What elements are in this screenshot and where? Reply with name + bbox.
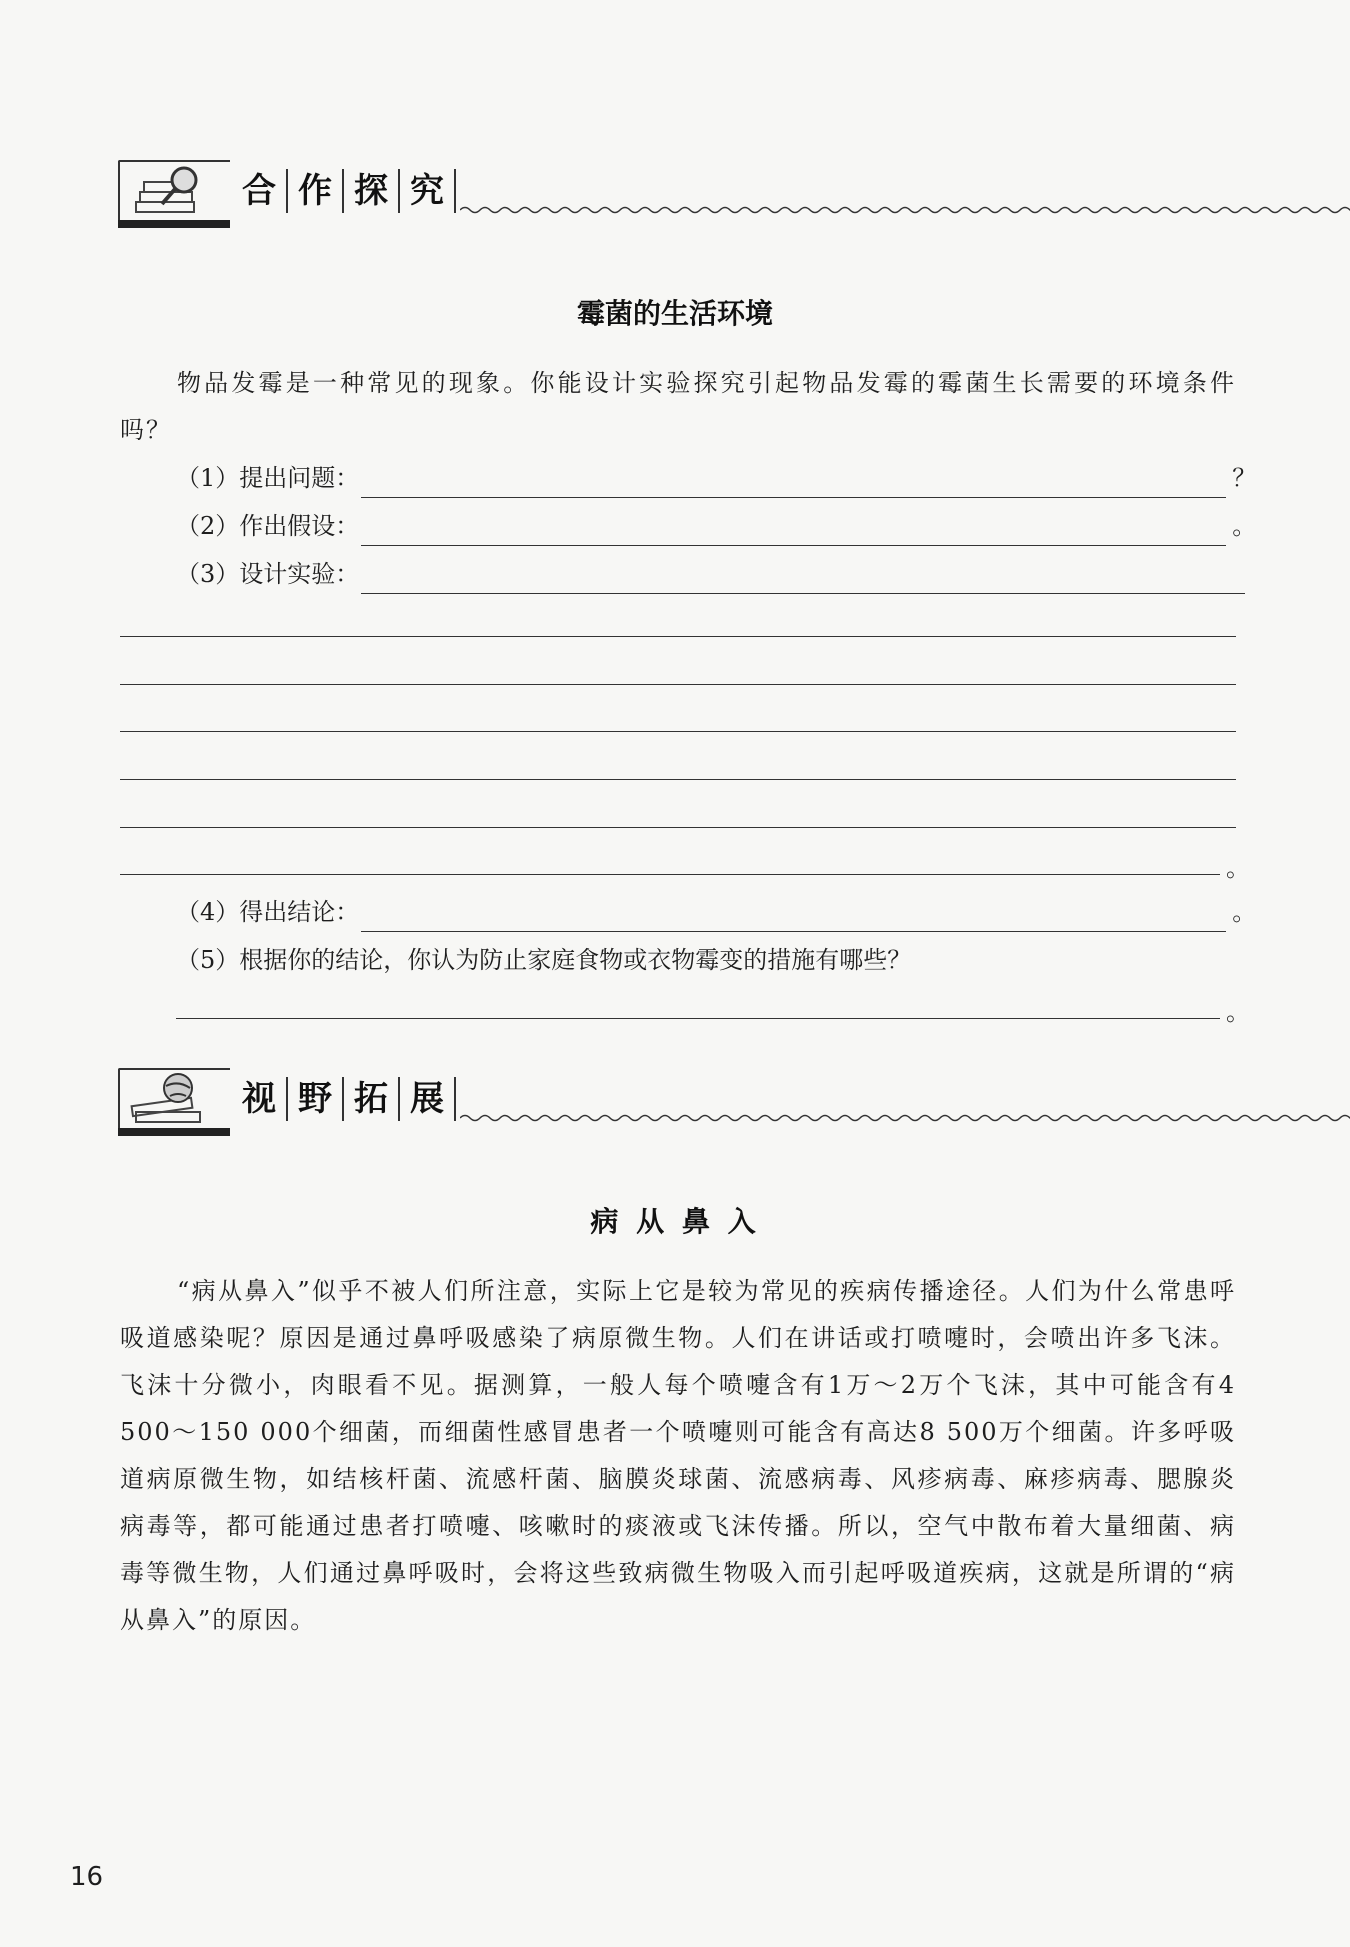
- books-globe-icon: [118, 1066, 228, 1128]
- question-5: （5）根据你的结论，你认为防止家庭食物或衣物霉变的措施有哪些？: [176, 946, 912, 974]
- books-magnifier-icon: [118, 158, 228, 220]
- answer-field-1[interactable]: [361, 467, 1226, 498]
- design-answer-line[interactable]: [120, 779, 1236, 780]
- wavy-divider: [460, 202, 1350, 218]
- section-title-explore: 合 作 探 究: [238, 166, 456, 216]
- textbook-page: 合 作 探 究 霉菌的生活环境 物品发霉是一种常见的现象。你能设计实验探究引起物品发霉的霉菌生长需要的环境条件吗？ （1）提出问题： ？ （2）作出假设： 。 （3）设计实验： 。 （4）得出结论： 。 （5）根据你的结论，你认为防止家庭食物或衣物霉变的措施有哪些？ 。 视 野 拓 展 病 从 鼻 入 “病从鼻入”似乎不被人们所注意，实际上它是较为常见的疾病传播途径。人们为什么常患呼吸道感染呢？原因是通过鼻呼吸感染了病原微生物。人们在讲话或打喷嚏时，会喷出许多飞沫。飞沫十分微小，肉眼看不见。据测算，一般人每个喷嚏含有1万～2万个飞沫，其中可能含有4 500～150 000个细菌，而细菌性感冒患者一个喷嚏则可能含有高达8 500万个细菌。许多呼吸道病原微生物，如结核杆菌、流感杆菌、脑膜炎球菌、流感病毒、风疹病毒、麻疹病毒、腮腺炎病毒等，都可能通过患者打喷嚏、咳嗽时的痰液或飞沫传播。所以，空气中散布着大量细菌、病毒等微生物，人们通过鼻呼吸时，会将这些致病微生物吸入而引起呼吸道疾病，这就是所谓的“病从鼻入”的原因。 16: [0, 0, 1350, 1947]
- question-3: （3）设计实验：: [176, 554, 1245, 594]
- activity-intro: 物品发霉是一种常见的现象。你能设计实验探究引起物品发霉的霉菌生长需要的环境条件吗？: [120, 369, 1236, 444]
- design-answer-line[interactable]: [120, 827, 1236, 828]
- section-header-explore: [118, 158, 1236, 228]
- answer-field-2[interactable]: [361, 515, 1226, 546]
- answer-field-5[interactable]: [176, 1018, 1220, 1019]
- question-2: （2）作出假设： 。: [176, 506, 1256, 546]
- wavy-divider: [460, 1110, 1350, 1126]
- design-answer-line[interactable]: [120, 874, 1220, 875]
- activity-title: 霉菌的生活环境: [576, 297, 773, 330]
- page-number: 16: [70, 1862, 104, 1892]
- design-answer-line[interactable]: [120, 636, 1236, 637]
- design-answer-line[interactable]: [120, 684, 1236, 685]
- reading-title: 病 从 鼻 入: [590, 1205, 760, 1238]
- question-1: （1）提出问题： ？: [176, 458, 1256, 498]
- section-title-expand: 视 野 拓 展: [238, 1074, 456, 1124]
- design-answer-line[interactable]: [120, 731, 1236, 732]
- answer-field-4[interactable]: [361, 901, 1226, 932]
- section-header-expand: [118, 1066, 1236, 1136]
- question-4: （4）得出结论： 。: [176, 892, 1256, 932]
- answer-field-3[interactable]: [361, 563, 1245, 594]
- reading-body: “病从鼻入”似乎不被人们所注意，实际上它是较为常见的疾病传播途径。人们为什么常患呼吸道感染呢？原因是通过鼻呼吸感染了病原微生物。人们在讲话或打喷嚏时，会喷出许多飞沫。飞沫十分微小，肉眼看不见。据测算，一般人每个喷嚏含有1万～2万个飞沫，其中可能含有4 500～150 000个细菌，而细菌性感冒患者一个喷嚏则可能含有高达8 500万个细菌。许多呼吸道病原微生物，如结核杆菌、流感杆菌、脑膜炎球菌、流感病毒、风疹病毒、麻疹病毒、腮腺炎病毒等，都可能通过患者打喷嚏、咳嗽时的痰液或飞沫传播。所以，空气中散布着大量细菌、病毒等微生物，人们通过鼻呼吸时，会将这些致病微生物吸入而引起呼吸道疾病，这就是所谓的“病从鼻入”的原因。: [120, 1277, 1236, 1634]
